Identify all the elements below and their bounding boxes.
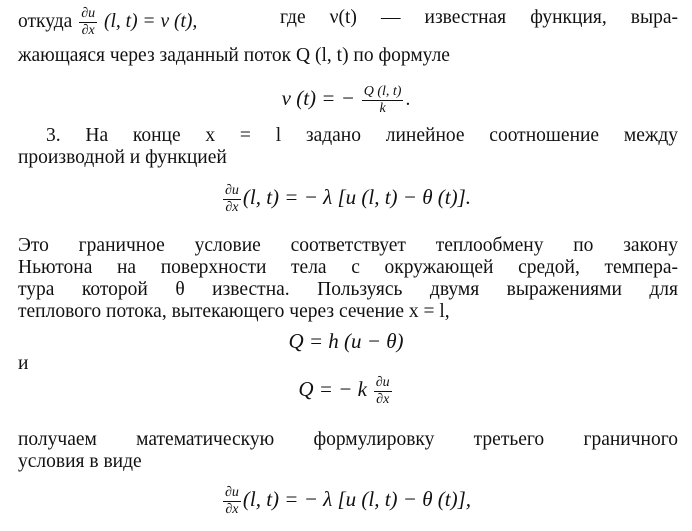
fraction-denominator: ∂x	[376, 392, 390, 408]
fraction-denominator: ∂x	[81, 23, 95, 38]
formula-fourier	[0, 366, 692, 412]
paragraph2-line2: производной и функцией	[18, 147, 227, 168]
fraction-numerator: ∂u	[375, 375, 390, 391]
formula-newton-text: Q = h (u − θ)	[288, 329, 404, 353]
formula-third-fraction	[223, 485, 241, 518]
derivative-fraction	[79, 6, 97, 39]
fraction-numerator: ∂u	[81, 6, 96, 21]
formula-robin-rhs: (l, t) = − λ [u (l, t) − θ (t)].	[242, 185, 472, 209]
fraction-numerator: ∂u	[224, 183, 239, 199]
paragraph1-line2: жающаяся через заданный поток Q (l, t) по формуле	[18, 45, 450, 66]
formula-fourier-lhs: Q = − k	[298, 377, 367, 401]
formula-robin-fraction	[223, 183, 241, 216]
formula-robin	[0, 174, 692, 220]
fraction-denominator: ∂x	[225, 502, 239, 518]
formula-flux-lhs: ν (t) = −	[281, 86, 355, 110]
fraction-numerator: Q (l, t)	[363, 84, 402, 100]
paragraph1-prefix: откуда	[18, 10, 73, 32]
paragraph1-line1	[18, 6, 678, 39]
formula-flux-tail: .	[405, 89, 411, 110]
paragraph3-line1: Это граничное условие соответствует теплообмену по закону	[18, 235, 678, 256]
formula-flux	[0, 76, 692, 120]
formula-flux-fraction	[362, 84, 404, 117]
fraction-numerator: ∂u	[224, 485, 239, 501]
paragraph4-line1: получаем математическую формулировку третьего граничного	[18, 429, 678, 450]
fraction-denominator: k	[379, 101, 386, 117]
formula-third-rhs: (l, t) = − λ [u (l, t) − θ (t)],	[242, 487, 472, 511]
conjunction: и	[18, 353, 29, 374]
paragraph2-line1: 3. На конце x = l задано линейное соотношение между	[46, 125, 678, 146]
paragraph3-line2: Ньютона на поверхности тела с окружающей средой, темпера-	[18, 257, 678, 278]
paragraph3-line3: тура которой θ известна. Пользуясь двумя выражениями для	[18, 279, 678, 300]
formula-fourier-fraction	[374, 375, 392, 408]
fraction-denominator: ∂x	[225, 200, 239, 216]
paragraph4-line2: условия в виде	[18, 451, 142, 472]
boundary-equation: (l, t) = ν (t),	[99, 10, 198, 32]
paragraph3-line4: теплового потока, вытекающего через сечение x = l,	[18, 301, 450, 322]
formula-third-condition	[0, 476, 692, 522]
paragraph1-line1-text: где ν(t) — известная функция, выра-	[280, 7, 678, 28]
